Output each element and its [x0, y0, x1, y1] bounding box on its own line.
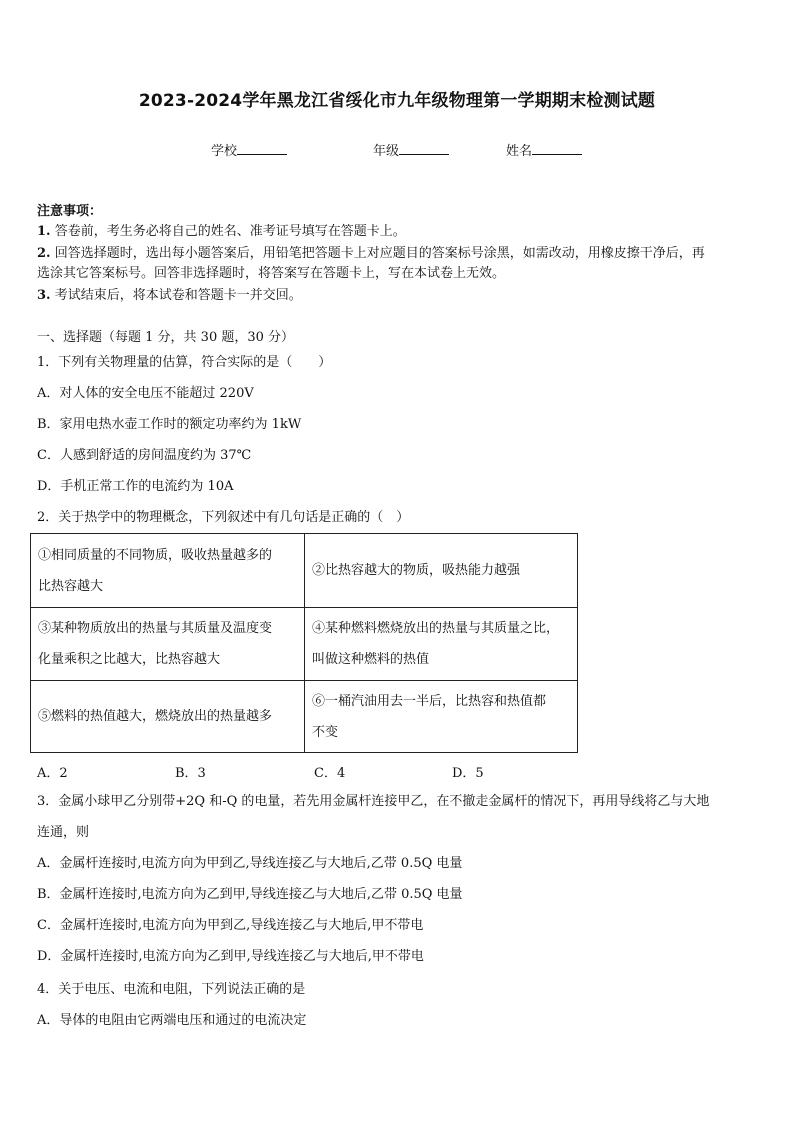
grade-label: 年级	[373, 144, 400, 159]
school-blank	[237, 142, 287, 155]
grade-blank	[399, 142, 449, 155]
statement-5-text: ⑤燃料的热值越大，燃烧放出的热量越多	[38, 709, 273, 724]
q2-option-d: D．5	[452, 766, 484, 781]
q1-option-a: A．对人体的安全电压不能超过 220V	[37, 386, 254, 401]
notice-2-number: 2.	[37, 246, 51, 261]
name-field	[506, 140, 582, 159]
notice-3-text: 考试结束后，将本试卷和答题卡一并交回。	[50, 288, 302, 303]
statement-1-line-1: ①相同质量的不同物质，吸收热量越多的	[38, 547, 273, 563]
notice-item-3	[37, 288, 302, 304]
statement-2	[305, 534, 578, 608]
school-label: 学校	[211, 144, 238, 159]
statement-5	[31, 681, 305, 753]
notice-1-number: 1.	[37, 224, 51, 239]
notice-item-2-cont: 选涂其它答案标号。回答非选择题时，将答案写在答题卡上，写在本试卷上无效。	[37, 266, 506, 281]
grade-field	[373, 140, 449, 159]
page-title: 2023-2024学年黑龙江省绥化市九年级物理第一学期期末检测试题	[138, 91, 656, 111]
notice-item-2	[37, 246, 705, 262]
notice-1-text: 答卷前，考生务必将自己的姓名、准考证号填写在答题卡上。	[50, 224, 406, 239]
q3-option-b: B．金属杆连接时,电流方向为乙到甲,导线连接乙与大地后,乙带 0.5Q 电量	[37, 887, 463, 902]
q2-statement-table	[30, 533, 578, 753]
q2-options	[37, 762, 537, 781]
notice-item-1	[37, 224, 406, 240]
notice-2-text: 回答选择题时，选出每小题答案后，用铅笔把答题卡上对应题目的答案标号涂黑，如需改动，用橡皮擦干净后，再	[50, 246, 705, 261]
school-field	[211, 140, 287, 159]
section-heading: 一、选择题（每题 1 分，共 30 题，30 分）	[37, 330, 295, 345]
statement-3-line-1: ③某种物质放出的热量与其质量及温度变	[38, 621, 273, 636]
q2-option-c: C．4	[314, 766, 346, 781]
notice-3-number: 3.	[37, 288, 51, 303]
q3-stem-line-1: 3．金属小球甲乙分别带+2Q 和-Q 的电量，若先用金属杆连接甲乙，在不撤走金属杆的情况下，再用导线将乙与大地	[37, 794, 710, 809]
statement-4	[305, 608, 578, 681]
statement-2-text: ②比热容越大的物质，吸热能力越强	[312, 563, 521, 578]
statement-4-line-1: ④某种燃料燃烧放出的热量与其质量之比，	[312, 621, 560, 636]
q2-option-a: A．2	[37, 766, 68, 781]
statement-6-line-1: ⑥一桶汽油用去一半后，比热容和热值都	[312, 693, 547, 709]
name-label: 姓名	[506, 144, 533, 159]
statement-3	[31, 608, 305, 681]
statement-3-line-2: 化量乘积之比越大，比热容越大	[38, 652, 221, 667]
notice-heading: 注意事项：	[37, 204, 103, 219]
q2-stem: 2．关于热学中的物理概念，下列叙述中有几句话是正确的（ ）	[37, 510, 410, 525]
statement-1-line-2: 比热容越大	[38, 578, 104, 594]
q1-option-d: D．手机正常工作的电流约为 10A	[37, 479, 234, 494]
statement-6-line-2: 不变	[312, 724, 339, 740]
table-row	[31, 681, 578, 753]
q4-option-a: A．导体的电阻由它两端电压和通过的电流决定	[37, 1013, 307, 1028]
table-row	[31, 534, 578, 608]
q3-option-d: D．金属杆连接时,电流方向为乙到甲,导线连接乙与大地后,甲不带电	[37, 949, 424, 964]
q1-option-c: C．人感到舒适的房间温度约为 37℃	[37, 448, 252, 463]
statement-1	[31, 534, 305, 608]
q1-stem: 1．下列有关物理量的估算，符合实际的是（ ）	[37, 355, 332, 370]
q2-option-b: B．3	[175, 766, 206, 781]
q3-stem-line-2: 连通，则	[37, 825, 90, 840]
q3-option-a: A．金属杆连接时,电流方向为甲到乙,导线连接乙与大地后,乙带 0.5Q 电量	[37, 856, 463, 871]
statement-4-line-2: 叫做这种燃料的热值	[312, 652, 430, 667]
q3-option-c: C．金属杆连接时,电流方向为甲到乙,导线连接乙与大地后,甲不带电	[37, 918, 424, 933]
statement-6	[305, 681, 578, 753]
table-row	[31, 608, 578, 681]
q1-option-b: B．家用电热水壶工作时的额定功率约为 1kW	[37, 417, 302, 432]
name-blank	[532, 142, 582, 155]
q4-stem: 4．关于电压、电流和电阻，下列说法正确的是	[37, 982, 306, 997]
